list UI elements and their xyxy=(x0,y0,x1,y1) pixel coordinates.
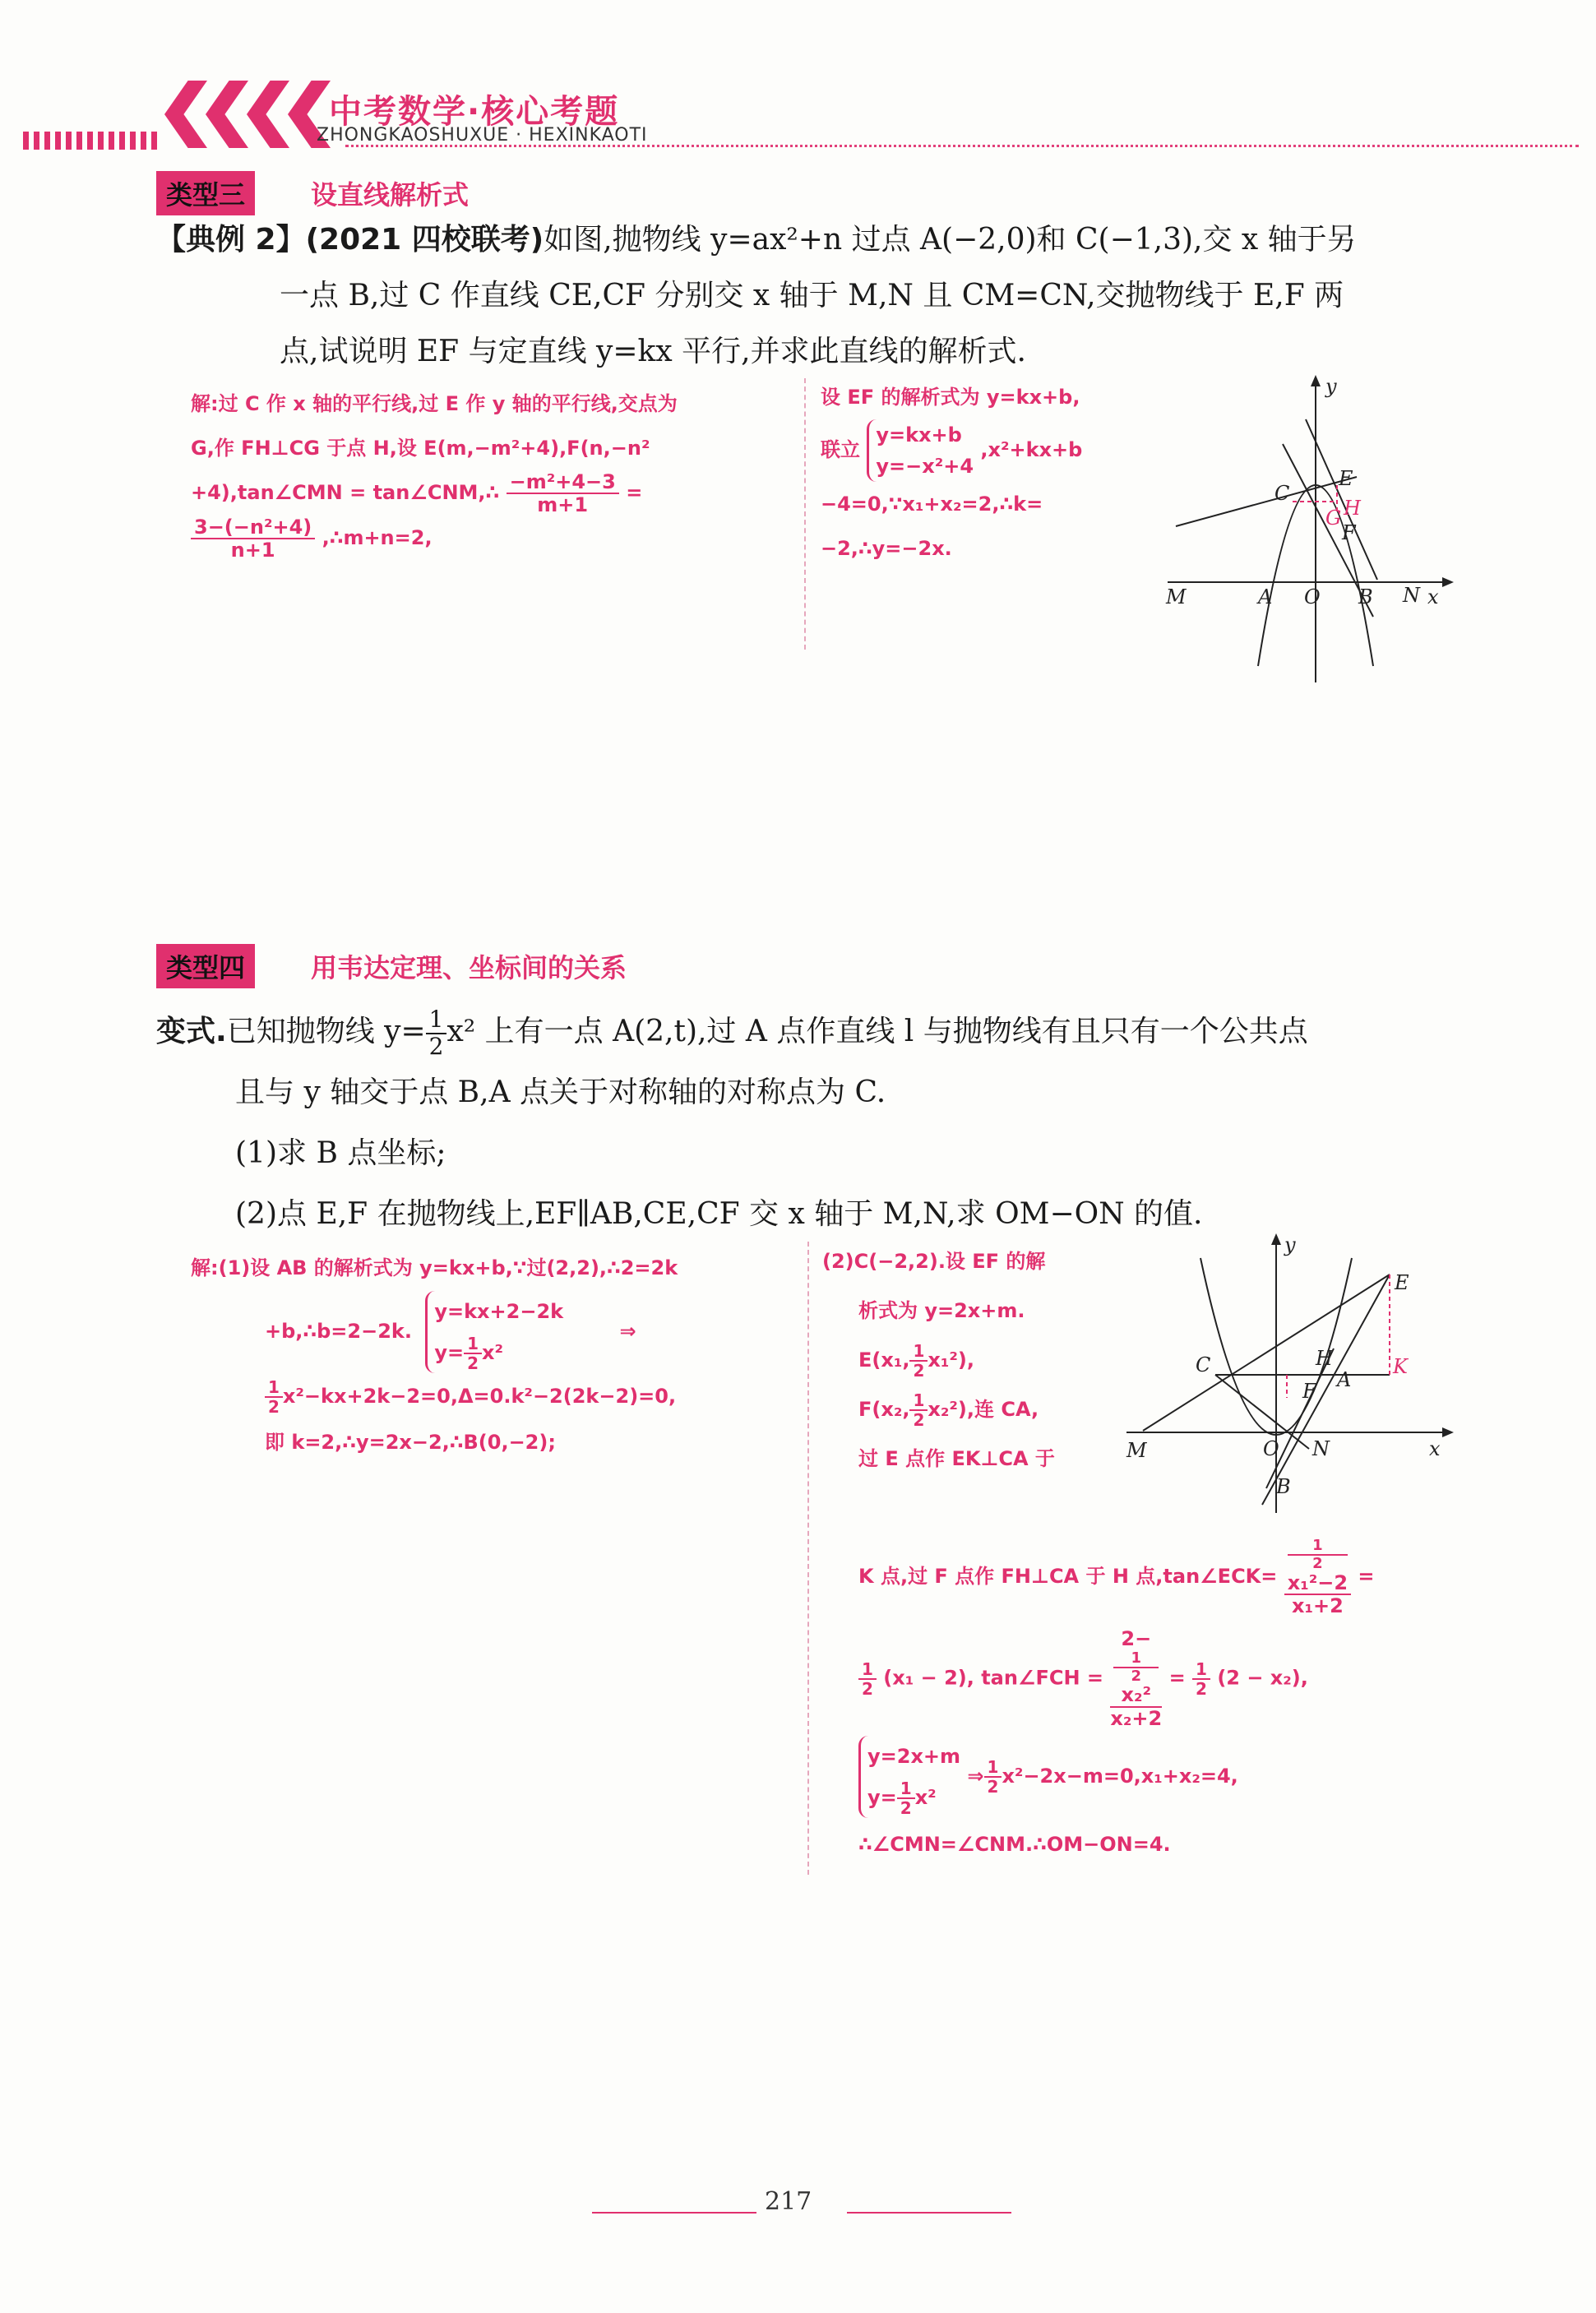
section3-problem xyxy=(156,212,1439,380)
figure-label: A xyxy=(1337,1368,1352,1391)
section4-title: 用韦达定理、坐标间的关系 xyxy=(311,952,627,983)
footer-rule-right xyxy=(847,2212,1011,2214)
equation-system: y=2x+m y= $\frac{1}{2}$ x² xyxy=(858,1736,960,1818)
figure-label: F xyxy=(1342,521,1356,544)
equation-system: y=kx+2−2k y= $\frac{1}{2}$ x² xyxy=(425,1291,563,1373)
section3-solution-right: 设 EF 的解析式为 y=kx+b, 联立 y=kx+b y=−x²+4 ,x²+kx+b −4=0,∵x₁+x₂=2,∴k= −2,∴y=−2x. xyxy=(821,386,1083,560)
header-rule xyxy=(345,145,1579,147)
figure-label: y xyxy=(1325,375,1337,398)
footer-rule-left xyxy=(592,2212,756,2214)
figure-label: M xyxy=(1166,585,1187,608)
figure-label: G xyxy=(1325,507,1342,530)
section4-solution-right: (2)C(−2,2).设 EF 的解 析式为 y=2x+m. E(x₁, $\frac{1}{2}$ x₁²), F(x₂, $\frac{1}{2}$ x₂²),连 CA, 过 E 点作 EK⊥CA 于 xyxy=(822,1250,1055,1470)
figure-label: x xyxy=(1427,585,1439,608)
figure-label: E xyxy=(1395,1271,1409,1294)
header-chevron xyxy=(206,81,248,148)
fraction: $\frac{1}{2}$ xyxy=(426,1007,447,1060)
page-number: 217 xyxy=(765,2187,812,2216)
section4-solution-left: 解:(1)设 AB 的解析式为 y=kx+b,∵过(2,2),∴2=2k +b,∴b=2−2k. y=kx+2−2k y= $\frac{1}{2}$ x² ⇒ $\frac{1}{2}$ x²−kx+2k−2=0,Δ=0.k²−2(2k−2)=0, 即 k=2,∴y=2x−2,∴B(0,−2); xyxy=(191,1256,678,1454)
section4-divider xyxy=(807,1242,809,1875)
fraction: 2− 1 2 x₂² x₂+2 xyxy=(1110,1627,1163,1730)
problem-line: 点,试说明 EF 与定直线 y=kx 平行,并求此直线的解析式. xyxy=(280,335,1026,368)
figure-label: C xyxy=(1274,482,1290,505)
figure-label: x xyxy=(1429,1437,1441,1460)
problem-line: 一点 B,过 C 作直线 CE,CF 分别交 x 轴于 M,N 且 CM=CN,交抛物线于 E,F 两 xyxy=(280,279,1344,312)
section3-solution-left: 解:过 C 作 x 轴的平行线,过 E 作 y 轴的平行线,交点为 G,作 FH⊥CG 于点 H,设 E(m,−m²+4),F(n,−n² +4),tan∠CMN = tan∠CNM,∴ $\frac{\text{−m²+4−3}}{m+1}$ = $\frac{\text{3−(−n²+4)}}{n+1}$ ,∴m+n=2, xyxy=(191,392,678,562)
section4-figure xyxy=(1118,1233,1464,1521)
figure-label: B xyxy=(1358,585,1373,608)
figure-label: E xyxy=(1339,467,1353,490)
figure-label: H xyxy=(1344,497,1361,520)
header-title: 中考数学·核心考题 xyxy=(329,93,620,131)
figure-label: B xyxy=(1276,1475,1291,1498)
figure-label: A xyxy=(1258,585,1273,608)
section3-divider xyxy=(804,378,806,650)
line-ce xyxy=(1143,1274,1390,1431)
header-stripes xyxy=(23,132,159,150)
example-label: 【典例 2】(2021 四校联考) xyxy=(156,223,544,257)
figure-label: y xyxy=(1284,1233,1296,1256)
figure-label: F xyxy=(1302,1380,1316,1403)
variant-label: 变式. xyxy=(156,1015,227,1048)
section3-tag: 类型三 xyxy=(156,171,255,215)
figure-label: K xyxy=(1393,1355,1408,1378)
header-chevron xyxy=(247,81,289,148)
figure-label: C xyxy=(1196,1353,1211,1376)
fraction: 1 2 x₁²−2 x₁+2 xyxy=(1284,1538,1351,1617)
section4-tag: 类型四 xyxy=(156,944,255,988)
figure-label: N xyxy=(1312,1437,1330,1460)
figure-label: O xyxy=(1263,1437,1279,1460)
section3-figure xyxy=(1151,370,1464,691)
fraction: $\frac{\text{3−(−n²+4)}}{n+1}$ xyxy=(191,516,315,562)
header-chevron xyxy=(164,81,207,148)
problem-line: 如图,抛物线 y=ax²+n 过点 A(−2,0)和 C(−1,3),交 x 轴于另 xyxy=(544,223,1357,257)
equation-system: y=kx+b y=−x²+4 xyxy=(867,419,974,482)
line-ef xyxy=(1262,1274,1390,1505)
figure-label: M xyxy=(1126,1439,1147,1462)
section4-solution-continued: K 点,过 F 点作 FH⊥CA 于 H 点,tan∠ECK= 1 2 x₁²−2 x₁+2 = $\frac{1}{2}$ (x₁ − 2), tan∠FCH = 2− 1 2 x₂² x₂+2 = $\frac{1}{2}$ (2 − x₂), y=2x+m y= $\frac{1}{2}$ x² ⇒ $\frac{1}{2}$ x²−2x−m=0,x₁+x₂=4, ∴∠CMN=∠CNM.∴OM−ON=4. xyxy=(858,1537,1375,1857)
section3-title: 设直线解析式 xyxy=(311,179,470,210)
figure-label: H xyxy=(1316,1347,1333,1370)
section4-problem: 变式.已知抛物线 y= $\frac{1}{2}$ x² 上有一点 A(2,t),过 A 点作直线 l 与抛物线有且只有一个公共点 且与 y 轴交于点 B,A 点关于对称轴的对称点为 C. (1)求 B 点坐标; (2)点 E,F 在抛物线上,EF∥AB,CE,CF 交 x 轴于 M,N,求 OM−ON 的值. xyxy=(156,1006,1308,1231)
figure-label: O xyxy=(1304,585,1321,608)
header-subtitle: ZHONGKAOSHUXUE · HEXINKAOTI xyxy=(317,125,648,146)
figure-label: N xyxy=(1403,584,1420,607)
line-cf xyxy=(1215,1375,1309,1449)
fraction: $\frac{\text{−m²+4−3}}{m+1}$ xyxy=(507,471,619,516)
